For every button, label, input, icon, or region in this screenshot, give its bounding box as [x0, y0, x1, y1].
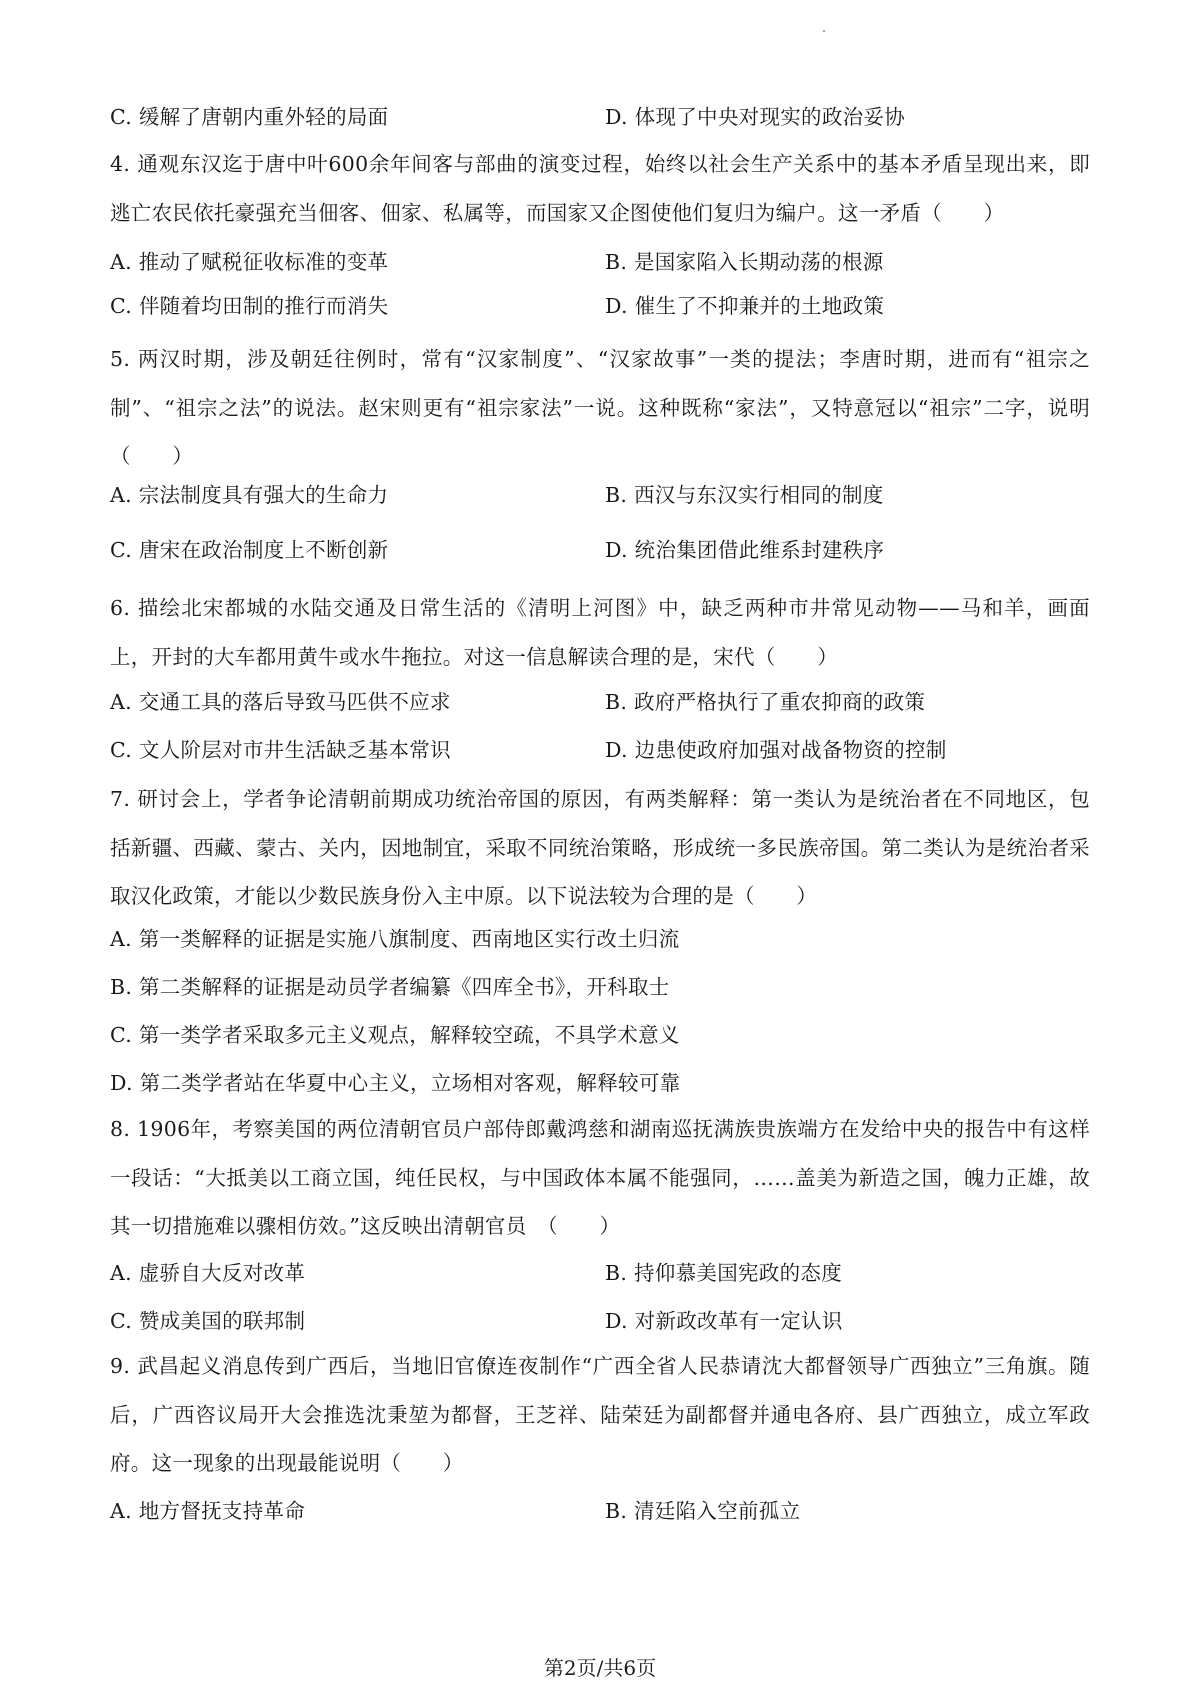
q6-stem: 6. 描绘北宋都城的水陆交通及日常生活的《清明上河图》中，缺乏两种市井常见动物——马和羊，画面上，开封的大车都用黄牛或水牛拖拉。对这一信息解读合理的是，宋代（ ） [110, 596, 1090, 669]
q4-option-b: B. 是国家陷入长期动荡的根源 [605, 250, 884, 274]
q3-option-d: D. 体现了中央对现实的政治妥协 [605, 105, 906, 129]
q9-stem: 9. 武昌起义消息传到广西后，当地旧官僚连夜制作“广西全省人民恭请沈大都督领导广西独立”三角旗。随后，广西咨议局开大会推选沈秉堃为都督，王芝祥、陆荣廷为副都督并通电各府、县广西独立，成立军政府。这一现象的出现最能说明（ ） [110, 1354, 1090, 1475]
q9-option-a: A. 地方督抚支持革命 [110, 1499, 306, 1523]
q3-option-c: C. 缓解了唐朝内重外轻的局面 [110, 105, 389, 129]
q4-stem: 4. 通观东汉迄于唐中叶600余年间客与部曲的演变过程，始终以社会生产关系中的基本矛盾呈现出来，即逃亡农民依托豪强充当佃客、佃家、私属等，而国家又企图使他们复归为编户。这一矛盾（ ） [110, 152, 1090, 225]
q4-option-a: A. 推动了赋税征收标准的变革 [110, 250, 389, 274]
q5-option-b: B. 西汉与东汉实行相同的制度 [605, 483, 884, 507]
q6-option-b: B. 政府严格执行了重农抑商的政策 [605, 690, 926, 714]
q8-option-c: C. 赞成美国的联邦制 [110, 1309, 306, 1333]
scan-speck [823, 30, 825, 32]
q7-option-a: A. 第一类解释的证据是实施八旗制度、西南地区实行改土归流 [110, 927, 680, 951]
q7-stem: 7. 研讨会上，学者争论清朝前期成功统治帝国的原因，有两类解释：第一类认为是统治者在不同地区，包括新疆、西藏、蒙古、关内，因地制宜，采取不同统治策略，形成统一多民族帝国。第二类认为是统治者采取汉化政策，才能以少数民族身份入主中原。以下说法较为合理的是（ ） [110, 787, 1090, 908]
q7-option-d: D. 第二类学者站在华夏中心主义，立场相对客观，解释较可靠 [110, 1071, 681, 1095]
q6-option-d: D. 边患使政府加强对战备物资的控制 [605, 738, 947, 762]
q4-option-d: D. 催生了不抑兼并的土地政策 [605, 294, 885, 318]
q5-stem: 5. 两汉时期，涉及朝廷往例时，常有“汉家制度”、“汉家故事”一类的提法；李唐时期，进而有“祖宗之制”、“祖宗之法”的说法。赵宋则更有“祖宗家法”一说。这种既称“家法”，又特意冠以“祖宗”二字，说明（ ） [110, 347, 1090, 468]
q5-option-a: A. 宗法制度具有强大的生命力 [110, 483, 389, 507]
q9-option-b: B. 清廷陷入空前孤立 [605, 1499, 801, 1523]
q4-option-c: C. 伴随着均田制的推行而消失 [110, 294, 389, 318]
q7-option-c: C. 第一类学者采取多元主义观点，解释较空疏，不具学术意义 [110, 1023, 680, 1047]
q8-option-d: D. 对新政改革有一定认识 [605, 1309, 843, 1333]
page-number-footer: 第2页/共6页 [543, 1656, 657, 1680]
q6-option-c: C. 文人阶层对市井生活缺乏基本常识 [110, 738, 451, 762]
q7-option-b: B. 第二类解释的证据是动员学者编纂《四库全书》，开科取士 [110, 975, 670, 999]
q8-option-a: A. 虚骄自大反对改革 [110, 1261, 306, 1285]
q6-option-a: A. 交通工具的落后导致马匹供不应求 [110, 690, 451, 714]
q8-stem: 8. 1906年，考察美国的两位清朝官员户部侍郎戴鸿慈和湖南巡抚满族贵族端方在发给中央的报告中有这样一段话：“大抵美以工商立国，纯任民权，与中国政体本属不能强同，……盖美为新造之国，魄力正雄，故其一切措施难以骤相仿效。”这反映出清朝官员 （ ） [110, 1117, 1090, 1238]
q5-option-d: D. 统治集团借此维系封建秩序 [605, 538, 885, 562]
q5-option-c: C. 唐宋在政治制度上不断创新 [110, 538, 389, 562]
q8-option-b: B. 持仰慕美国宪政的态度 [605, 1261, 842, 1285]
